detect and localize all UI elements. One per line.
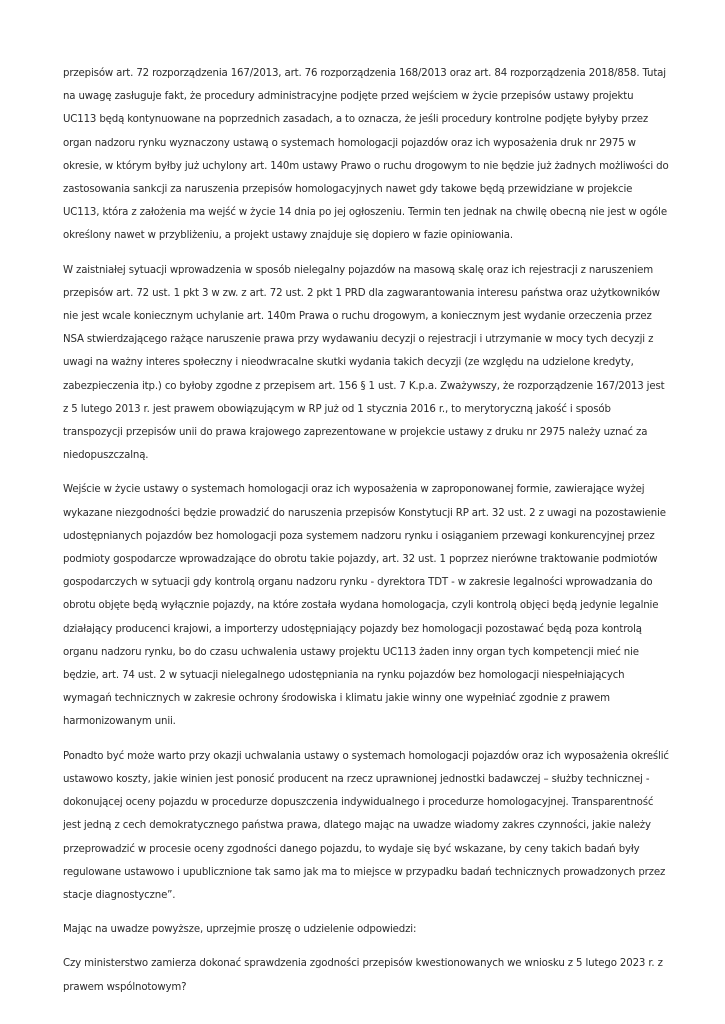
paragraph-illegal-registration: W zaistniałej sytuacji wprowadzenia w sposób nielegalny pojazdów na masową skalę oraz ich rejestracji z naruszeniem przepisów art. 72 ust. 1 pkt 3 w zw. z art. 72 ust. 2 pkt 1 PRD dla zagwarantowania interesu państwa oraz użytkowników nie jest wcale koniecznym uchylanie art. 140m Prawa o ruchu drogowym, a koniecznym jest wydanie orzeczenia przez NSA stwierdzającego rażące naruszenie prawa przy wydawaniu decyzji o rejestracji i utrzymanie w mocy tych decyzji z uwagi na ważny interes społeczny i nieodwracalne skutki wydania takich decyzji (ze względu na udzielone kredyty, zabezpieczenia itp.) co byłoby zgodne z przepisem art. 156 § 1 ust. 7 K.p.a. Zważywszy, że rozporządzenie 167/2013 jest z 5 lutego 2013 r. jest prawem obowiązującym w RP już od 1 stycznia 2016 r., to merytoryczną jakość i sposób transpozycji przepisów unii do prawa krajowego zaprezentowane w projekcie ustawy z druku nr 2975 należy uznać za niedopuszczalną. <box>63 264 665 462</box>
paragraph-request: Mając na uwadze powyższe, uprzejmie proszę o udzielenie odpowiedzi: <box>63 924 417 936</box>
paragraph-testing-costs: Ponadto być może warto przy okazji uchwalania ustawy o systemach homologacji pojazdów oraz ich wyposażenia określić ustawowo koszty, jakie winien jest ponosić producent na rzecz uprawnionej jednostki badawczej – służby technicznej - dokonującej oceny pojazdu w procedurze dopuszczenia indywidualnego i procedurze homologacyjnej. Transparentność jest jedną z cech demokratycznego państwa prawa, dlatego mając na uwadze wiadomy zakres czynności, jakie należy przeprowadzić w procesie oceny zgodności danego pojazdu, to wydaje się być wskazane, by ceny takich badań były regulowane ustawowo i upublicznione tak samo jak ma to miejsce w przypadku badań technicznych prowadzonych przez stacje diagnostyczne”. <box>63 750 669 901</box>
paragraph-constitutional-violations: Wejście w życie ustawy o systemach homologacji oraz ich wyposażenia w zaproponowanej formie, zawierające wyżej wykazane niezgodności będzie prowadzić do naruszenia przepisów Konstytucji RP art. 32 ust. 2 z uwagi na pozostawienie udostępnianych pojazdów bez homologacji poza systemem nadzoru rynku i osiąganiem przewagi konkurencyjnej przez podmioty gospodarcze wprowadzające do obrotu takie pojazdy, art. 32 ust. 1 poprzez nierówne traktowanie podmiotów gospodarczych w sytuacji gdy kontrolą organu nadzoru rynku - dyrektora TDT - w zakresie legalności wprowadzania do obrotu objęte będą wyłącznie pojazdy, na które została wydana homologacja, czyli kontrolą objęci będą jedynie legalnie działający producenci krajowi, a importerzy udostępniający pojazdy bez homologacji pozostawać będą poza kontrolą organu nadzoru rynku, bo do czasu uchwalenia ustawy projektu UC113 żaden inny organ tych kompetencji mieć nie będzie, art. 74 ust. 2 w sytuacji nielegalnego udostępniania na rynku pojazdów bez homologacji niespełniających wymagań technicznych w zakresie ochrony środowiska i klimatu jakie winny one wypełniać zgodnie z prawem harmonizowanym unii. <box>63 484 666 728</box>
document-page <box>63 62 669 1010</box>
paragraph-transitional-provisions: przepisów art. 72 rozporządzenia 167/2013, art. 76 rozporządzenia 168/2013 oraz art. 84 rozporządzenia 2018/858. Tutaj na uwagę zasługuje fakt, że procedury administracyjne podjęte przed wejściem w życie przepisów ustawy projektu UC113 będą kontynuowane na poprzednich zasadach, a to oznacza, że jeśli procedury kontrolne podjęte byłyby przez organ nadzoru rynku wyznaczony ustawą o systemach homologacji pojazdów oraz ich wyposażenia druk nr 2975 w okresie, w którym byłby już uchylony art. 140m ustawy Prawo o ruchu drogowym to nie będzie już żadnych możliwości do zastosowania sankcji za naruszenia przepisów homologacyjnych nawet gdy takowe będą przewidziane w projekcie UC113, która z założenia ma wejść w życie 14 dnia po jej ogłoszeniu. Termin ten jednak na chwilę obecną nie jest w ogóle określony nawet w przybliżeniu, a projekt ustawy znajduje się dopiero w fazie opiniowania. <box>63 68 669 242</box>
paragraph-question: Czy ministerstwo zamierza dokonać sprawdzenia zgodności przepisów kwestionowanych we wniosku z 5 lutego 2023 r. z prawem wspólnotowym? <box>63 958 663 993</box>
